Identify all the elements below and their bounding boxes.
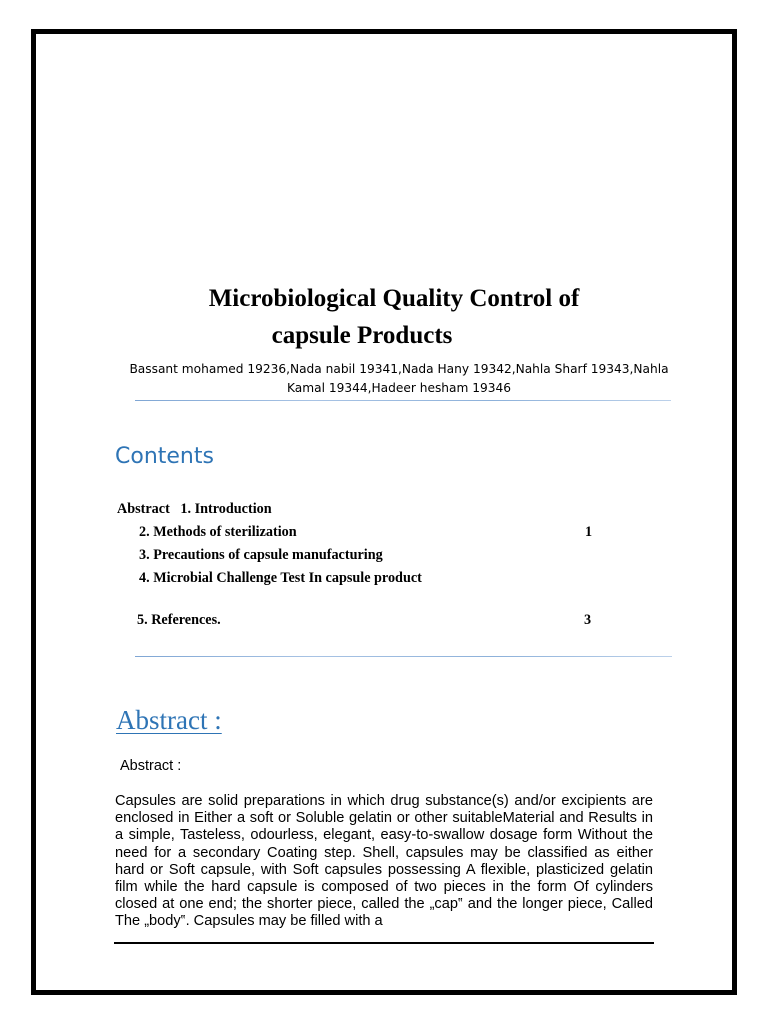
toc-entry-challenge-test[interactable]: 4. Microbial Challenge Test In capsule product [139, 570, 422, 586]
abstract-label: Abstract : [120, 758, 182, 774]
toc-entry-precautions[interactable]: 3. Precautions of capsule manufacturing [139, 547, 383, 563]
footnote-separator [114, 942, 654, 944]
toc-entry-introduction[interactable]: Abstract 1. Introduction [117, 501, 272, 517]
abstract-heading: Abstract : [116, 705, 222, 735]
abstract-body-text: Capsules are solid preparations in which drug substance(s) and/or excipients are enclosed in Either a soft or Soluble gelatin or other suitableMaterial and Results in a simple, Tasteless, odourless, elegant, easy-to-swallow dosage form Without the need for a secondary Coating step. Shell, capsules may be classified as either hard or Soft capsule, with Soft capsules possessing A flexible, plasticized gelatin film while the hard capsule is composed of two pieces in the form Of cylinders closed at one end; the shorter piece, called the „cap‟ and the longer piece, Called The „body‟. Capsules may be filled with a [115, 793, 653, 930]
toc-entry-references[interactable]: 5. References. [137, 612, 221, 628]
toc-page-number: 1 [585, 524, 593, 540]
divider-line [135, 656, 672, 657]
divider-line [135, 400, 671, 401]
toc-page-number: 3 [584, 612, 592, 628]
contents-heading: Contents [115, 444, 214, 469]
document-title-line-1: Microbiological Quality Control of [208, 285, 580, 312]
document-title-line-2: capsule Products [271, 322, 453, 349]
author-list: Bassant mohamed 19236,Nada nabil 19341,Nada Hany 19342,Nahla Sharf 19343,Nahla Kamal 19344,Hadeer hesham 19346 [129, 362, 669, 395]
toc-entry-sterilization[interactable]: 2. Methods of sterilization [139, 524, 297, 540]
